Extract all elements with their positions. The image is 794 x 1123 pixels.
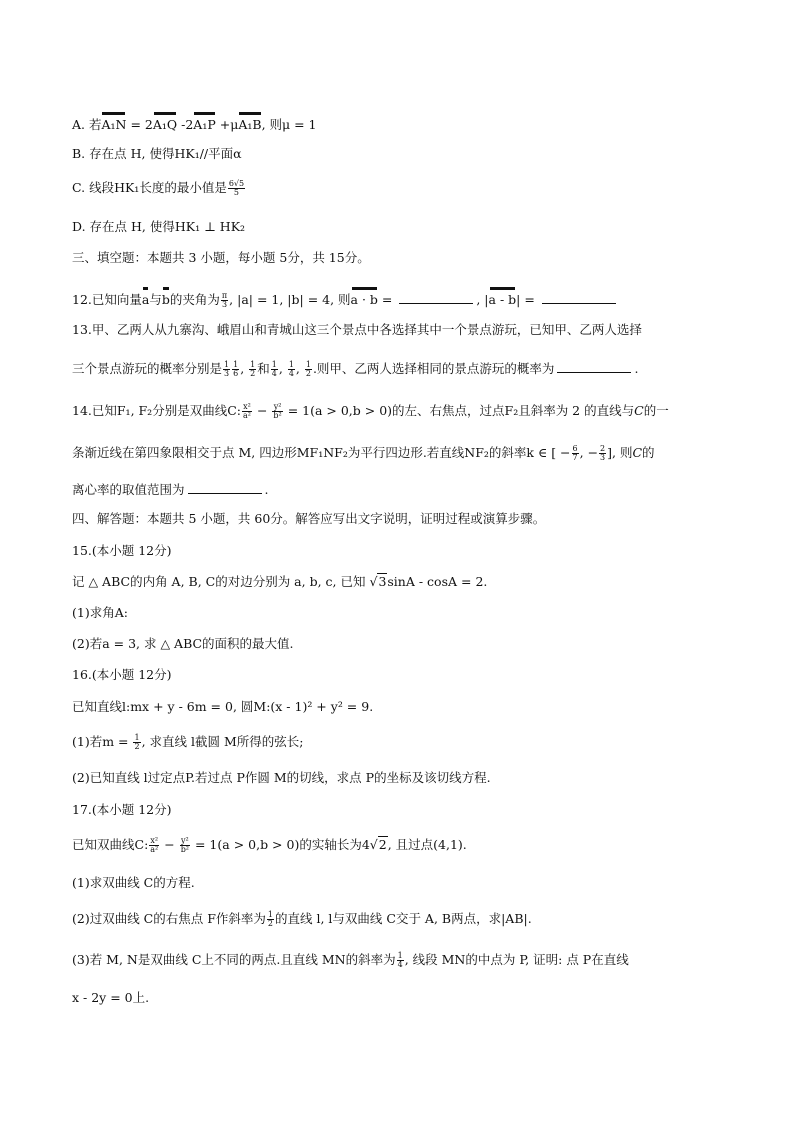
vector-dot: a · b: [351, 288, 378, 308]
answer-blank[interactable]: [188, 481, 262, 494]
answer-blank[interactable]: [557, 360, 631, 373]
fraction: $\frac{6√5}{5}$: [228, 179, 245, 197]
question-17-part-1: (1)求双曲线 C的方程.: [72, 875, 195, 890]
vector-a1n: A₁N: [101, 113, 126, 133]
fraction: $\frac{2}{3}$: [600, 444, 606, 462]
question-14-line-1: 14.已知F₁, F₂分别是双曲线C: $\frac{\text{x²}}{\text{a²}}$ − $\frac{\text{y²}}{\text{b²}}$ = 1(a > 0,b > 0)的左、右焦点，过点F₂且斜率为 2 的直线与C的一: [72, 402, 669, 420]
answer-blank[interactable]: [399, 291, 473, 304]
fraction: $\frac{1}{2}$: [250, 360, 256, 378]
question-15-header: 15.(本小题 12分): [72, 543, 172, 558]
section-4-heading: 四、解答题：本题共 5 小题，共 60分。解答应写出文字说明，证明过程或演算步骤。: [72, 511, 546, 526]
question-17-part-2: (2)过双曲线 C的右焦点 F作斜率为 $\frac{1}{2}$ 的直线 l, l与双曲线 C交于 A, B两点，求|AB|.: [72, 910, 532, 928]
fraction: $\frac{\text{y²}}{\text{b²}}$: [180, 836, 190, 854]
question-12: 12.已知向量a与b的夹角为 $\frac{\pi}{3}$ , |a| = 1, |b| = 4, 则a · b = , |a - b| =: [72, 288, 619, 309]
vector-a: a: [142, 288, 149, 308]
fraction: $\frac{1}{6}$: [233, 360, 239, 378]
fraction: $\frac{1}{2}$: [134, 733, 140, 751]
question-15-part-2: (2)若a = 3, 求 △ ABC的面积的最大值.: [72, 636, 294, 651]
question-17-part-3-cont: x - 2y = 0上.: [72, 990, 150, 1005]
question-17-part-3: (3)若 M, N是双曲线 C上不同的两点.且直线 MN的斜率为 $\frac{1}{4}$ , 线段 MN的中点为 P, 证明: 点 P在直线: [72, 951, 629, 969]
question-13-line-1: 13.甲、乙两人从九寨沟、峨眉山和青城山这三个景点中各选择其中一个景点游玩，已知甲、乙两人选择: [72, 322, 642, 337]
fraction: $\frac{1}{4}$: [271, 360, 277, 378]
question-15-part-1: (1)求角A:: [72, 605, 128, 620]
vector-a1q: A₁Q: [153, 113, 177, 133]
option-c: C. 线段HK₁长度的最小值是 $\frac{6√5}{5}$: [72, 179, 245, 197]
question-16-header: 16.(本小题 12分): [72, 667, 172, 682]
vector-a1b: A₁B: [238, 113, 261, 133]
fraction: $\frac{\text{x²}}{\text{a²}}$: [150, 836, 159, 854]
vector-a1p: A₁P: [193, 113, 215, 133]
question-14-line-2: 条渐近线在第四象限相交于点 M, 四边形MF₁NF₂为平行四边形.若直线NF₂的斜率k ∈ [ − $\frac{6}{7}$ , − $\frac{2}{3}$ ], 则C的: [72, 444, 655, 462]
question-17-stem: 已知双曲线C: $\frac{\text{x²}}{\text{a²}}$ − $\frac{\text{y²}}{\text{b²}}$ = 1(a > 0,b > 0)的实轴长为4√2, 且过点(4,1).: [72, 836, 467, 854]
question-15-stem: 记 △ ABC的内角 A, B, C的对边分别为 a, b, c, 已知 √3sinA - cosA = 2.: [72, 574, 488, 589]
fraction: $\frac{1}{4}$: [288, 360, 294, 378]
question-14-line-3: 离心率的取值范围为 .: [72, 482, 269, 497]
fraction: $\frac{1}{4}$: [397, 951, 403, 969]
vector-b: b: [162, 288, 170, 308]
option-b: B. 存在点 H, 使得HK₁//平面α: [72, 146, 242, 161]
option-d: D. 存在点 H, 使得HK₁ ⊥ HK₂: [72, 219, 246, 234]
fraction: $\frac{\text{x²}}{\text{a²}}$: [242, 402, 251, 420]
question-16-part-2: (2)已知直线 l过定点P.若过点 P作圆 M的切线，求点 P的坐标及该切线方程.: [72, 770, 491, 785]
fraction: $\frac{1}{2}$: [305, 360, 311, 378]
question-13-line-2: 三个景点游玩的概率分别是 $\frac{1}{3}$ $\frac{1}{6}$ , $\frac{1}{2}$ 和 $\frac{1}{4}$ , $\frac{1}{4}$ , $\frac{1}{2}$ .则甲、乙两人选择相同的景点游玩的概率为 .: [72, 360, 639, 378]
option-a: A. 若A₁N = 2A₁Q -2A₁P +μA₁B, 则μ = 1: [72, 113, 317, 133]
section-3-heading: 三、填空题：本题共 3 小题，每小题 5分，共 15分。: [72, 250, 370, 265]
fraction: $\frac{6}{7}$: [572, 444, 578, 462]
fraction: $\frac{\pi}{3}$: [221, 291, 228, 309]
fraction: $\frac{1}{3}$: [224, 360, 230, 378]
fraction: $\frac{1}{2}$: [267, 910, 273, 928]
question-16-part-1: (1)若m = $\frac{1}{2}$ , 求直线 l截圆 M所得的弦长;: [72, 733, 304, 751]
question-17-header: 17.(本小题 12分): [72, 802, 172, 817]
question-16-stem: 已知直线l:mx + y - 6m = 0, 圆M:(x - 1)² + y² = 9.: [72, 699, 374, 714]
fraction: $\frac{\text{y²}}{\text{b²}}$: [273, 402, 282, 420]
answer-blank[interactable]: [542, 291, 616, 304]
vector-diff: a - b: [489, 288, 517, 308]
